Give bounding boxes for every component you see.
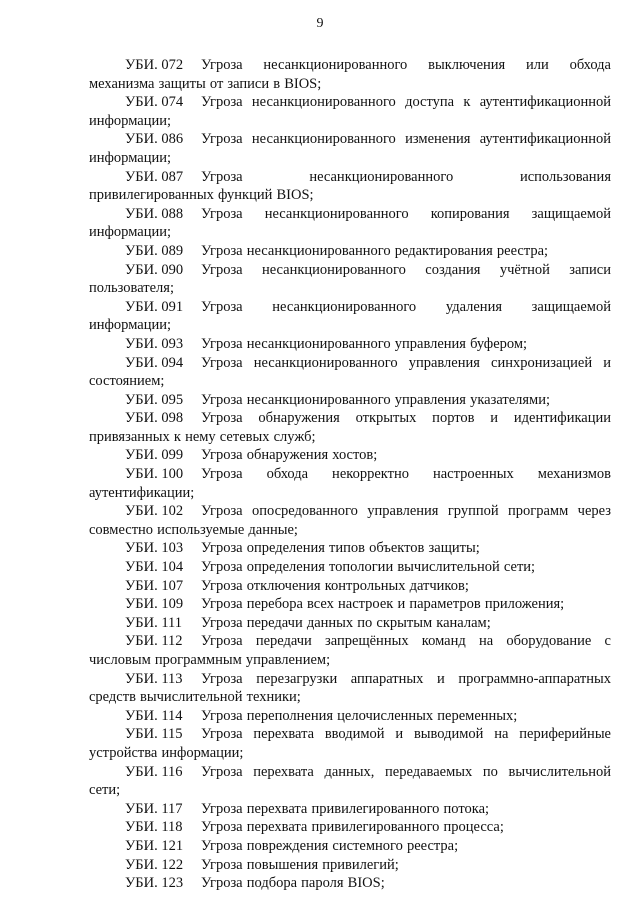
threat-item — [89, 707, 611, 726]
threat-code: УБИ. 115 — [125, 726, 183, 743]
threat-code: УБИ. 114 — [125, 707, 183, 724]
threat-description: Угроза определения типов объектов защиты; — [201, 540, 480, 557]
threat-description: Угроза передачи данных по скрытым каналам; — [201, 614, 491, 631]
threat-description: Угроза несанкционированного создания учётной записи пользователя; — [89, 261, 611, 297]
threat-code: УБИ. 104 — [125, 559, 184, 576]
threat-item — [89, 354, 611, 391]
threat-description: Угроза подбора пароля BIOS; — [201, 875, 385, 892]
threat-item — [89, 837, 611, 856]
threat-code: УБИ. 091 — [125, 298, 184, 315]
threat-code: УБИ. 116 — [125, 763, 183, 780]
threat-code: УБИ. 094 — [125, 354, 184, 371]
threat-description: Угроза несанкционированного доступа к аутентификационной информации; — [89, 94, 611, 129]
threat-code: УБИ. 121 — [125, 837, 184, 854]
threat-item — [89, 446, 611, 465]
threat-item — [89, 168, 611, 205]
threat-code: УБИ. 107 — [125, 577, 184, 594]
threat-description: Угроза переполнения целочисленных переменных; — [201, 707, 518, 724]
threat-item — [89, 261, 611, 298]
threat-code: УБИ. 111 — [125, 614, 182, 631]
threat-item — [89, 409, 611, 446]
threat-code: УБИ. 087 — [125, 168, 184, 185]
threat-item — [89, 577, 611, 596]
threat-code: УБИ. 088 — [125, 205, 184, 222]
threat-item — [89, 595, 611, 614]
threat-code: УБИ. 103 — [125, 540, 184, 557]
threat-item — [89, 335, 611, 354]
threat-item — [89, 856, 611, 875]
threat-code: УБИ. 112 — [125, 633, 183, 650]
threat-item — [89, 874, 611, 893]
threat-code: УБИ. 099 — [125, 447, 184, 464]
threat-item — [89, 632, 611, 669]
threat-item — [89, 763, 611, 800]
threat-item — [89, 800, 611, 819]
threat-code: УБИ. 072 — [125, 57, 184, 73]
threat-item — [89, 539, 611, 558]
threat-description: Угроза определения топологии вычислительной сети; — [201, 559, 536, 576]
threat-description: Угроза передачи запрещённых команд на оборудование с числовым программным управлением; — [89, 633, 611, 668]
threat-description: Угроза несанкционированного выключения или обхода механизма защиты от записи в BIOS; — [89, 57, 611, 92]
threat-description: Угроза перехвата привилегированного потока; — [201, 800, 490, 817]
threat-item — [89, 298, 611, 335]
threat-code: УБИ. 117 — [125, 800, 183, 817]
threat-code: УБИ. 113 — [125, 670, 183, 687]
threat-item — [89, 502, 611, 539]
threat-item — [89, 242, 611, 261]
threat-description: Угроза перехвата вводимой и выводимой на периферийные устройства информации; — [89, 726, 611, 761]
threat-code: УБИ. 109 — [125, 596, 184, 613]
threat-item — [89, 614, 611, 633]
threat-description: Угроза повреждения системного реестра; — [201, 837, 459, 854]
threat-code: УБИ. 089 — [125, 242, 184, 259]
threat-description: Угроза несанкционированного управления буфером; — [201, 335, 528, 352]
threat-code: УБИ. 074 — [125, 94, 184, 111]
threat-description: Угроза несанкционированного редактирования реестра; — [201, 242, 549, 259]
threat-description: Угроза несанкционированного управления указателями; — [201, 391, 551, 408]
threat-item — [89, 56, 611, 93]
threat-description: Угроза повышения привилегий; — [201, 856, 399, 873]
threat-code: УБИ. 086 — [125, 131, 184, 148]
threat-description: Угроза перехвата данных, передаваемых по вычислительной сети; — [89, 763, 611, 799]
threat-code: УБИ. 118 — [125, 819, 183, 836]
page-number: 9 — [316, 16, 324, 31]
threat-item — [89, 130, 611, 167]
threat-code: УБИ. 100 — [125, 466, 184, 483]
threat-description: Угроза несанкционированного управления синхронизацией и состоянием; — [89, 354, 611, 390]
threat-list — [89, 56, 611, 893]
threat-item — [89, 205, 611, 242]
threat-item — [89, 558, 611, 577]
threat-code: УБИ. 122 — [125, 856, 184, 873]
threat-description: Угроза опосредованного управления группой программ через совместно используемые данные; — [89, 503, 611, 538]
threat-description: Угроза обхода некорректно настроенных механизмов аутентификации; — [89, 466, 611, 501]
threat-item — [89, 670, 611, 707]
threat-description: Угроза перезагрузки аппаратных и программно-аппаратных средств вычислительной техники; — [89, 670, 611, 706]
threat-description: Угроза несанкционированного изменения аутентификационной информации; — [89, 131, 611, 166]
threat-item — [89, 818, 611, 837]
threat-description: Угроза отключения контрольных датчиков; — [201, 577, 469, 594]
threat-item — [89, 465, 611, 502]
threat-code: УБИ. 090 — [125, 261, 184, 278]
threat-code: УБИ. 093 — [125, 335, 184, 352]
threat-description: Угроза несанкционированного удаления защищаемой информации; — [89, 298, 611, 334]
threat-description: Угроза обнаружения открытых портов и идентификации привязанных к нему сетевых служб; — [89, 410, 611, 445]
threat-item — [89, 391, 611, 410]
threat-description: Угроза обнаружения хостов; — [201, 447, 378, 464]
threat-description: Угроза несанкционированного копирования защищаемой информации; — [89, 205, 611, 241]
threat-code: УБИ. 098 — [125, 410, 184, 427]
threat-description: Угроза перебора всех настроек и параметров приложения; — [201, 596, 565, 613]
threat-description: Угроза перехвата привилегированного процесса; — [201, 819, 504, 836]
threat-code: УБИ. 102 — [125, 503, 184, 520]
threat-description: Угроза несанкционированного использования привилегированных функций BIOS; — [89, 168, 611, 204]
threat-item — [89, 93, 611, 130]
threat-code: УБИ. 095 — [125, 391, 184, 408]
threat-item — [89, 725, 611, 762]
threat-code: УБИ. 123 — [125, 875, 184, 892]
